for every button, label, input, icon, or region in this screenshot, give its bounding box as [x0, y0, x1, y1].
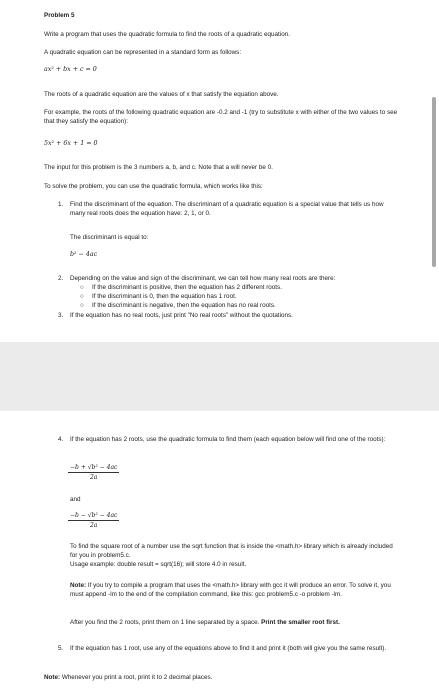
formula-denominator: 2a: [89, 474, 98, 481]
input-text: The input for this problem is the 3 numbers a, b, and c. Note that a will never be 0.: [44, 164, 273, 171]
bullet-circle-icon: ○: [80, 302, 84, 309]
step-2-number: 2.: [58, 275, 64, 282]
step-4-text: If the equation has 2 roots, use the quadratic formula to find them (each equation below will find one of the roots):: [70, 436, 386, 443]
bullet-text: If the discriminant is negative, then the equation has no real roots.: [92, 302, 276, 309]
formula-numerator: −b + √b² − 4ac: [70, 464, 118, 471]
intro-text: Write a program that uses the quadratic formula to find the roots of a quadratic equation.: [44, 31, 290, 38]
discriminant-label: The discriminant is equal to:: [70, 234, 149, 241]
problem-title: Problem 5: [44, 12, 75, 19]
final-note-label: Note:: [44, 674, 61, 681]
and-label: and: [70, 496, 81, 503]
final-note: [44, 673, 212, 682]
bullet-text: If the discriminant is 0, then the equation has 1 root.: [92, 293, 237, 300]
sqrt-instructions: To find the square root of a number use the sqrt function that is inside the <math.h> library which is already included for you in problem5.c.: [70, 543, 393, 559]
standard-form-text: A quadratic equation can be represented in a standard form as follows:: [44, 49, 242, 56]
formula-numerator: −b − √b² − 4ac: [70, 512, 118, 519]
smaller-root-first: Print the smaller root first.: [261, 619, 340, 626]
step-3-number: 3.: [58, 312, 64, 319]
quadratic-formula-plus: [68, 464, 119, 481]
bullet-circle-icon: ○: [80, 284, 84, 291]
step-3-text: If the equation has no real roots, just print "No real roots" without the quotations.: [70, 312, 293, 319]
print-roots-instruction: [70, 618, 400, 627]
final-note-text: Whenever you print a root, print it to 2 decimal places.: [60, 674, 213, 681]
solve-text: To solve the problem, you can use the quadratic formula, which works like this:: [44, 183, 263, 190]
step-5-text: If the equation has 1 root, use any of the equations above to find it and print it (both will give you the same result).: [70, 645, 387, 652]
document-page-1: [0, 0, 439, 342]
compile-note: [70, 581, 400, 599]
quadratic-formula-minus: [68, 512, 119, 529]
step-5-number: 5.: [58, 645, 64, 652]
step-4-number: 4.: [58, 436, 64, 443]
step-1-text: Find the discriminant of the equation. The discriminant of a quadratic equation is a special value that tells us how many real roots does the equation have: 2, 1, or 0.: [70, 201, 384, 217]
after-text: After you find the 2 roots, print them on 1 line separated by a space.: [70, 619, 262, 626]
formula-denominator: 2a: [89, 522, 98, 529]
step-1-number: 1.: [58, 201, 64, 208]
scrollbar-thumb[interactable]: [432, 97, 436, 267]
step-2-text: Depending on the value and sign of the discriminant, we can tell how many real roots are there:: [70, 275, 336, 282]
example-equation: 5x² + 6x + 1 = 0: [44, 140, 98, 147]
roots-definition-text: The roots of a quadratic equation are the values of x that satisfy the equation above.: [44, 91, 279, 98]
standard-form-equation: ax² + bx + c = 0: [44, 66, 97, 73]
bullet-text: If the discriminant is positive, then the equation has 2 different roots.: [92, 284, 282, 291]
example-text: For example, the roots of the following quadratic equation are -0.2 and -1 (try to substitute x with either of the two values to see that they satisfy the equation):: [44, 109, 398, 125]
note-label: Note:: [70, 582, 87, 589]
discriminant-equation: b² − 4ac: [70, 251, 98, 258]
usage-example: Usage example: double result = sqrt(16); will store 4.0 in result.: [70, 561, 247, 568]
bullet-circle-icon: ○: [80, 293, 84, 300]
note-text: If you try to compile a program that uses the <math.h> library with gcc it will produce an error. To solve it, you must append -lm to the end of the compilation command, like this: gcc problem5.c -o problem -lm.: [70, 582, 391, 598]
document-page-2: [0, 411, 439, 700]
